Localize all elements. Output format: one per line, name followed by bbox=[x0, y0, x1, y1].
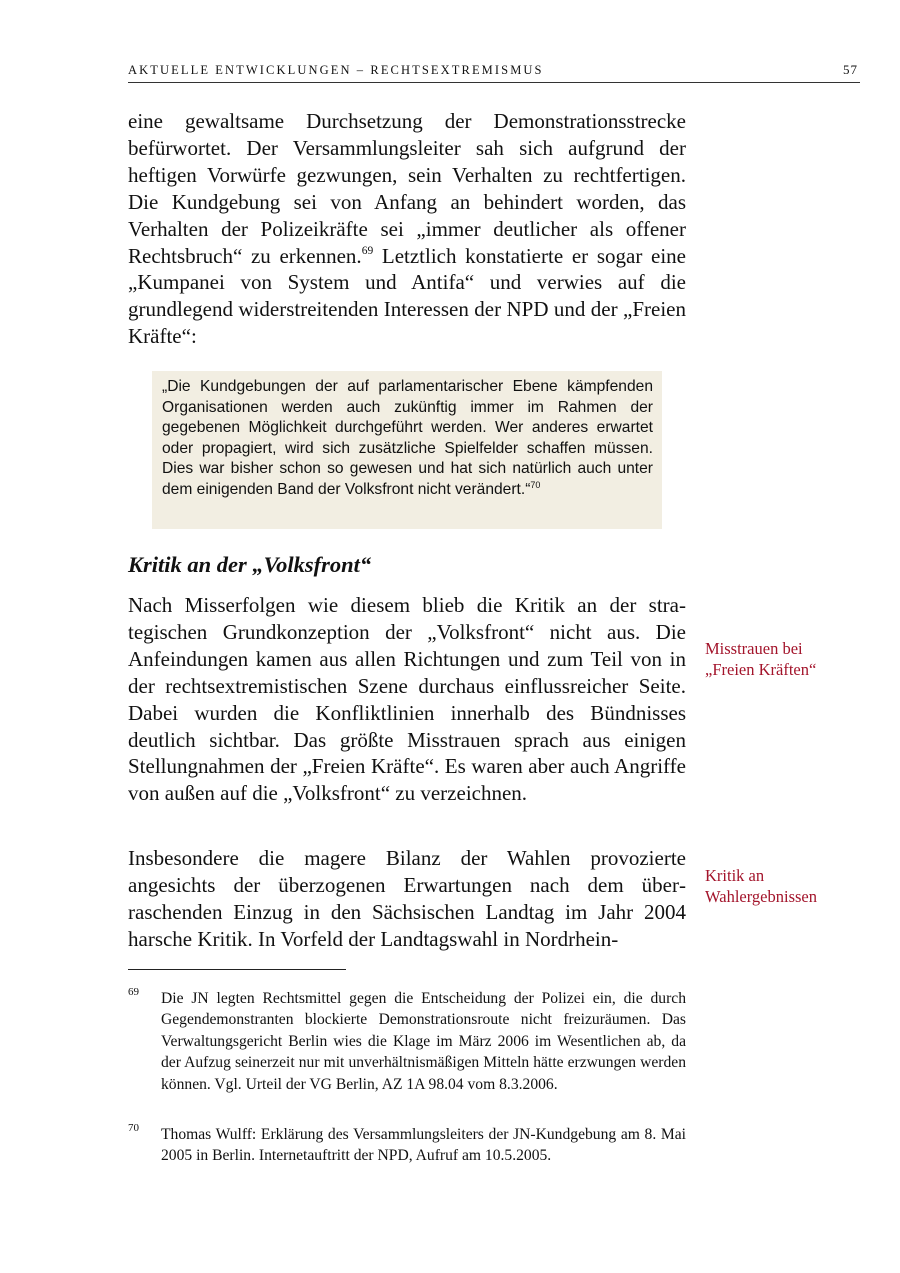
footnote-number: 69 bbox=[128, 986, 139, 998]
margin-note-misstrauen bbox=[705, 638, 865, 680]
footnote-ref-70[interactable]: 70 bbox=[530, 479, 541, 490]
running-header bbox=[128, 62, 860, 83]
paragraph-1-text-a: eine gewaltsame Durchsetzung der Demonstrationsstrecke befürwortet. Der Versammlungsleiter sah sich aufgrund der heftigen Vorwürfe gezwungen, sein Verhalten zu rechtfertigen. Die Kundgebung sei von Anfang an behindert worden, das Verhalten der Polizeikräfte sei „immer deutlicher als offener Rechtsbruch“ zu erkennen. bbox=[128, 109, 686, 268]
margin-note-1-line-2: „Freien Kräften“ bbox=[705, 660, 817, 679]
paragraph-1-text-b: Letztlich konstatierte er sogar eine „Kumpanei von System und Antifa“ und verwies auf die grundlegend widerstreitenden Interessen der NPD und der „Freien Kräfte“: bbox=[128, 243, 686, 349]
margin-note-2-line-2: Wahlergebnissen bbox=[705, 887, 818, 906]
footnote-number: 70 bbox=[128, 1122, 139, 1134]
footnote-separator bbox=[128, 969, 346, 970]
paragraph-1 bbox=[128, 108, 686, 350]
footnote-ref-69[interactable]: 69 bbox=[361, 244, 374, 257]
footnote-text: Thomas Wulff: Erklärung des Versammlungsleiters der JN-Kundgebung am 8. Mai 2005 in Berlin. Internetauftritt der NPD, Aufruf am 10.5.2005. bbox=[161, 1126, 686, 1165]
paragraph-3: Insbesondere die magere Bilanz der Wahlen provozierte angesichts der überzogenen Erwartungen nach dem überraschenden Einzug in den Sächsischen Landtag im Jahr 2004 harsche Kritik. In Vorfeld der Landtagswahl in Nordrhein- bbox=[128, 846, 686, 951]
footnote-69 bbox=[128, 988, 686, 1095]
block-quote bbox=[152, 371, 662, 529]
footnote-70 bbox=[128, 1124, 686, 1167]
running-title: AKTUELLE ENTWICKLUNGEN – RECHTSEXTREMISMUS bbox=[128, 63, 544, 77]
page-number: 57 bbox=[843, 62, 858, 77]
paragraph-2: Nach Misserfolgen wie diesem blieb die Kritik an der strategischen Grundkonzeption der „Volksfront“ nicht aus. Die Anfeindungen kamen aus allen Richtungen und zum Teil von in der rechtsextremistischen Szene durchaus einflussreicher Seite. Dabei wurden die Konfliktlinien innerhalb des Bündnisses deutlich sichtbar. Das größte Misstrauen sprach aus einigen Stellungnahmen der „Freien Kräfte“. Es waren aber auch Angriffe von außen auf die „Volksfront“ zu verzeichnen. bbox=[128, 593, 686, 806]
margin-note-wahlergebnisse bbox=[705, 865, 865, 907]
footnote-text: Die JN legten Rechtsmittel gegen die Entscheidung der Polizei ein, die durch Gegendemonstranten blockierte Demonstrationsroute nicht freizuräumen. Das Verwaltungsgericht Berlin wies die Klage im März 2006 im Wesentlichen ab, da der Aufzug seinerzeit nur mit unverhältnismäßigen Mitteln hätte erzwungen werden können. Vgl. Urteil der VG Berlin, AZ 1A 98.04 vom 8.3.2006. bbox=[161, 990, 686, 1093]
section-heading: Kritik an der „Volksfront“ bbox=[128, 552, 372, 577]
block-quote-text bbox=[162, 377, 653, 501]
margin-note-2-line-1: Kritik an bbox=[705, 866, 765, 885]
quote-body: „Die Kundgebungen der auf parlamentarischer Ebene kämpfenden Organisationen werden auch zukünftig immer im Rahmen der gegebenen Möglichkeit durchgeführt werden. Wer anderes erwartet oder propagiert, wird sich zusätzliche Spielfelder schaffen müssen. Dies war bisher schon so gewesen und hat sich natürlich auch unter dem einigenden Band der Volksfront nicht verändert.“ bbox=[162, 378, 653, 498]
margin-note-1-line-1: Misstrauen bei bbox=[705, 639, 803, 658]
